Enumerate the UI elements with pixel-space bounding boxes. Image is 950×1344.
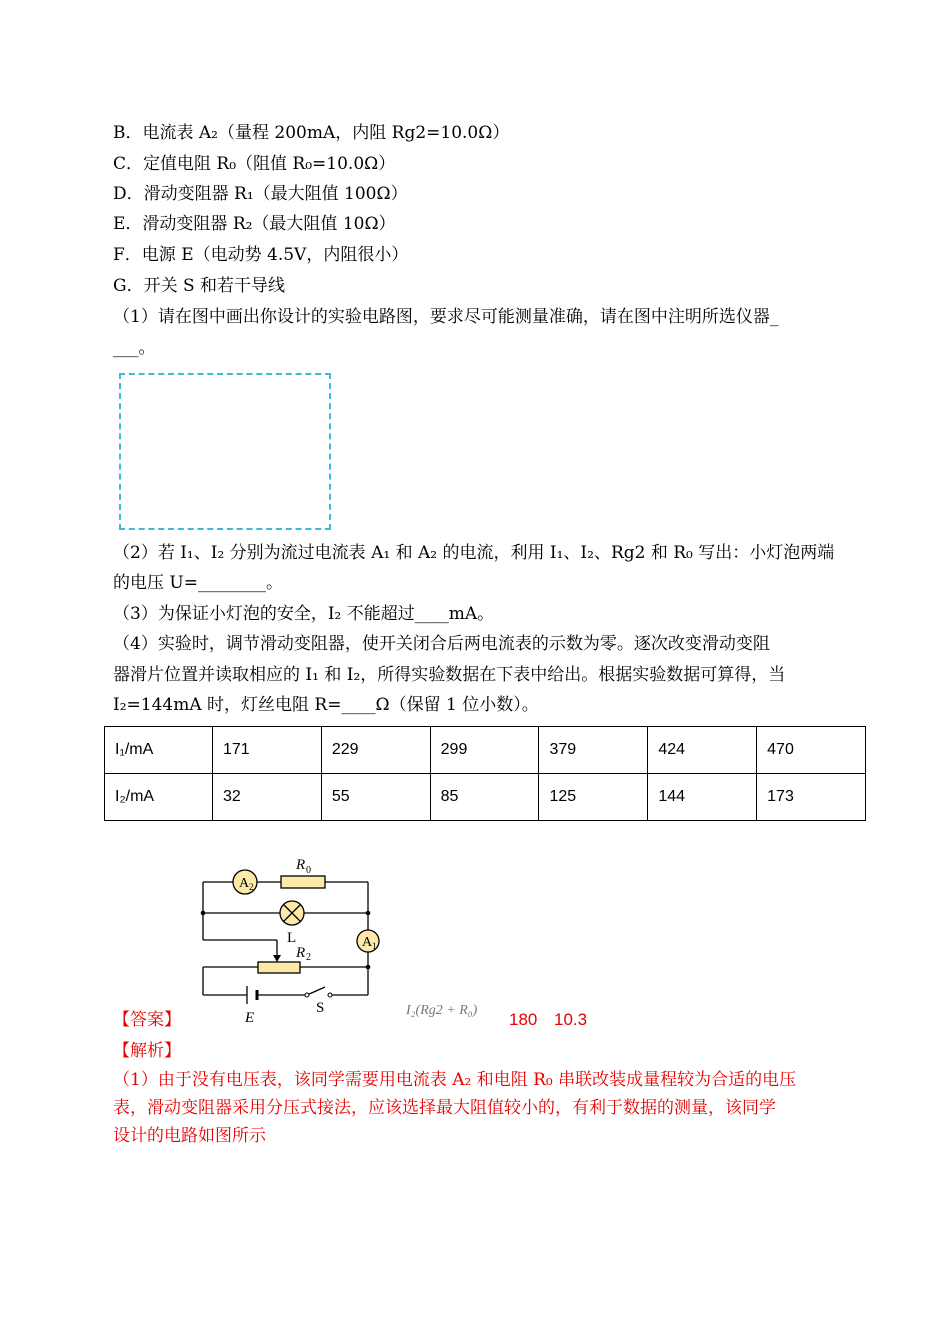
table-cell: I₁/mA	[105, 727, 213, 774]
question-1-line-2: ___。	[113, 338, 156, 358]
option-g: G．开关 S 和若干导线	[113, 276, 286, 296]
answer-value-2: 180	[509, 1010, 538, 1029]
question-1-line-1: （1）请在图中画出你设计的实验电路图，要求尽可能测量准确，请在图中注明所选仪器_	[113, 307, 779, 327]
table-cell: 144	[648, 774, 757, 821]
table-cell: 173	[757, 774, 866, 821]
table-cell: 229	[321, 727, 430, 774]
resistor-r0	[281, 876, 325, 888]
answer-formula: I₂(Rg2 + R₀)	[406, 1003, 478, 1018]
table-cell: 32	[213, 774, 322, 821]
answer-value-3: 10.3	[554, 1010, 588, 1029]
question-3: （3）为保证小灯泡的安全，I₂ 不能超过____mA。	[113, 604, 495, 624]
r0-sub: 0	[306, 865, 311, 876]
question-2-line-2: 的电压 U=________。	[113, 573, 283, 593]
r2-sub: 2	[306, 952, 311, 963]
r2-label: R	[296, 945, 306, 961]
question-4-line-3: I₂=144mA 时，灯丝电阻 R=____Ω（保留 1 位小数）。	[113, 695, 539, 715]
circuit-diagram	[190, 852, 395, 1024]
analysis-line-3: 设计的电路如图所示	[113, 1126, 266, 1146]
table-cell: 85	[430, 774, 539, 821]
r0-label: R	[296, 857, 306, 873]
ammeter-a1-sub: 1	[372, 941, 377, 951]
switch-label: S	[316, 1000, 325, 1016]
analysis-line-2: 表，滑动变阻器采用分压式接法，应该选择最大阻值较小的，有利于数据的测量，该同学	[113, 1098, 776, 1118]
lamp-label: L	[287, 930, 297, 946]
source-label: E	[245, 1010, 255, 1024]
analysis-line-1: （1）由于没有电压表，该同学需要用电流表 A₂ 和电阻 R₀ 串联改装成量程较为合适的电压	[113, 1070, 797, 1090]
ammeter-a2-label: A	[239, 876, 250, 891]
option-b: B．电流表 A₂（量程 200mA，内阻 Rg2=10.0Ω）	[113, 123, 510, 143]
switch-icon	[305, 993, 309, 997]
slider-arrow-icon	[273, 955, 281, 962]
question-2-line-1: （2）若 I₁、I₂ 分别为流过电流表 A₁ 和 A₂ 的电流，利用 I₁、I₂、Rg2 和 R₀ 写出：小灯泡两端	[113, 543, 835, 563]
option-f: F．电源 E（电动势 4.5V，内阻很小）	[113, 245, 409, 265]
analysis-label: 【解析】	[113, 1041, 181, 1061]
option-c: C．定值电阻 R₀（阻值 R₀=10.0Ω）	[113, 154, 396, 174]
table-cell: I₂/mA	[105, 774, 213, 821]
table-cell: 171	[213, 727, 322, 774]
table-cell: 424	[648, 727, 757, 774]
ammeter-a2-sub: 2	[249, 882, 254, 892]
table-cell: 125	[539, 774, 648, 821]
rheostat-r2	[258, 962, 300, 973]
table-cell: 470	[757, 727, 866, 774]
drawing-area-box	[119, 373, 331, 530]
question-4-line-1: （4）实验时，调节滑动变阻器，使开关闭合后两电流表的示数为零。逐次改变滑动变阻	[113, 634, 770, 654]
answer-label: 【答案】	[113, 1010, 181, 1030]
table-cell: 299	[430, 727, 539, 774]
table-cell: 379	[539, 727, 648, 774]
option-d: D．滑动变阻器 R₁（最大阻值 100Ω）	[113, 184, 408, 204]
data-table	[104, 726, 866, 821]
table-row	[105, 727, 866, 774]
ammeter-a1-label: A	[362, 935, 373, 950]
table-cell: 55	[321, 774, 430, 821]
option-e: E．滑动变阻器 R₂（最大阻值 10Ω）	[113, 214, 396, 234]
question-4-line-2: 器滑片位置并读取相应的 I₁ 和 I₂，所得实验数据在下表中给出。根据实验数据可算得，当	[113, 665, 786, 685]
table-row	[105, 774, 866, 821]
